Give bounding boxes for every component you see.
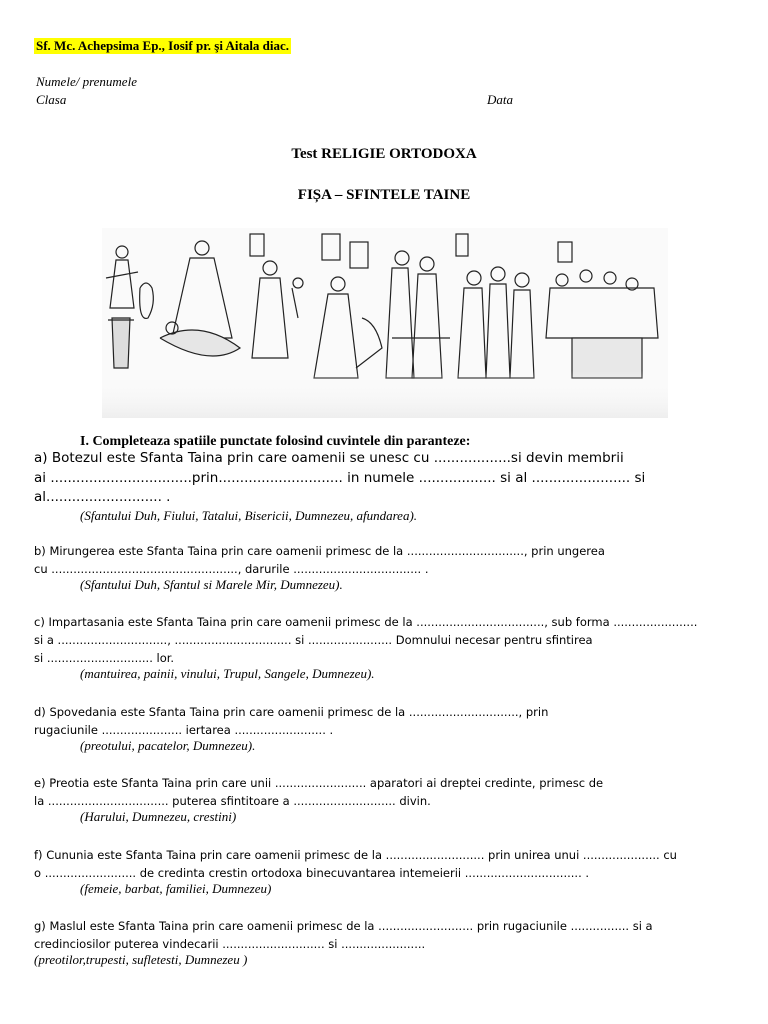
question-a-line-2: ai .................................prin............................. in numele .................. si al ....................... si: [34, 470, 646, 486]
sacraments-illustration: [102, 228, 668, 418]
question-d-hint: (preotului, pacatelor, Dumnezeu).: [80, 738, 256, 753]
question-e-hint: (Harului, Dumnezeu, crestini): [80, 809, 237, 824]
question-c-line-3: si ............................. lor.: [34, 651, 175, 665]
date-label: Data: [487, 92, 513, 107]
question-a-line-1: a) Botezul este Sfanta Taina prin care oamenii se unesc cu ..................si devin membrii: [34, 450, 624, 466]
question-c-line-2: si a .............................., ................................ si ....................... Domnului necesar pentru sfintirea: [34, 633, 593, 647]
question-g-line-2: credinciosilor puterea vindecarii ............................ si .......................: [34, 937, 426, 951]
question-g-line-1: g) Maslul este Sfanta Taina prin care oamenii primesc de la .......................... prin rugaciunile ................ si a: [34, 919, 653, 933]
saints-line: Sf. Mc. Achepsima Ep., Iosif pr. şi Aitala diac.: [36, 38, 290, 53]
question-d-line-1: d) Spovedania este Sfanta Taina prin care oamenii primesc de la .............................., prin: [34, 705, 549, 719]
question-a-hint: (Sfantului Duh, Fiului, Tatalui, Bisericii, Dumnezeu, afundarea).: [80, 508, 418, 523]
question-a-line-3: al........................... .: [34, 489, 171, 505]
question-e-line-1: e) Preotia este Sfanta Taina prin care unii ......................... aparatori ai dreptei credinte, primesc de: [34, 776, 604, 790]
question-d-line-2: rugaciunile ...................... iertarea ......................... .: [34, 723, 334, 737]
name-label: Numele/ prenumele: [36, 74, 137, 89]
question-b-hint: (Sfantului Duh, Sfantul si Marele Mir, Dumnezeu).: [80, 577, 343, 592]
question-b-line-2: cu ..................................................., darurile ................................... .: [34, 562, 429, 576]
question-f-hint: (femeie, barbat, familiei, Dumnezeu): [80, 881, 272, 896]
sheet-title: FIȘA – SFINTELE TAINE: [297, 187, 471, 203]
question-e-line-2: la ................................. puterea sfintitoare a ............................ divin.: [34, 794, 431, 808]
question-f-line-1: f) Cununia este Sfanta Taina prin care oamenii primesc de la ........................... prin unirea unui ..................... cu: [34, 848, 677, 862]
question-g-hint: (preotilor,trupesti, sufletesti, Dumnezeu ): [34, 952, 248, 967]
question-c-hint: (mantuirea, painii, vinului, Trupul, Sangele, Dumnezeu).: [80, 666, 375, 681]
section-heading: I. Completeaza spatiile punctate folosind cuvintele din paranteze:: [80, 434, 471, 449]
class-label: Clasa: [36, 92, 67, 107]
test-title: Test RELIGIE ORTODOXA: [291, 146, 477, 162]
question-c-line-1: c) Impartasania este Sfanta Taina prin care oamenii primesc de la ..................................., sub forma .......................: [34, 615, 698, 629]
question-b-line-1: b) Mirungerea este Sfanta Taina prin care oamenii primesc de la ................................, prin ungerea: [34, 544, 605, 558]
question-f-line-2: o ......................... de credinta crestin ortodoxa binecuvantarea intemeierii ................................ .: [34, 866, 590, 880]
